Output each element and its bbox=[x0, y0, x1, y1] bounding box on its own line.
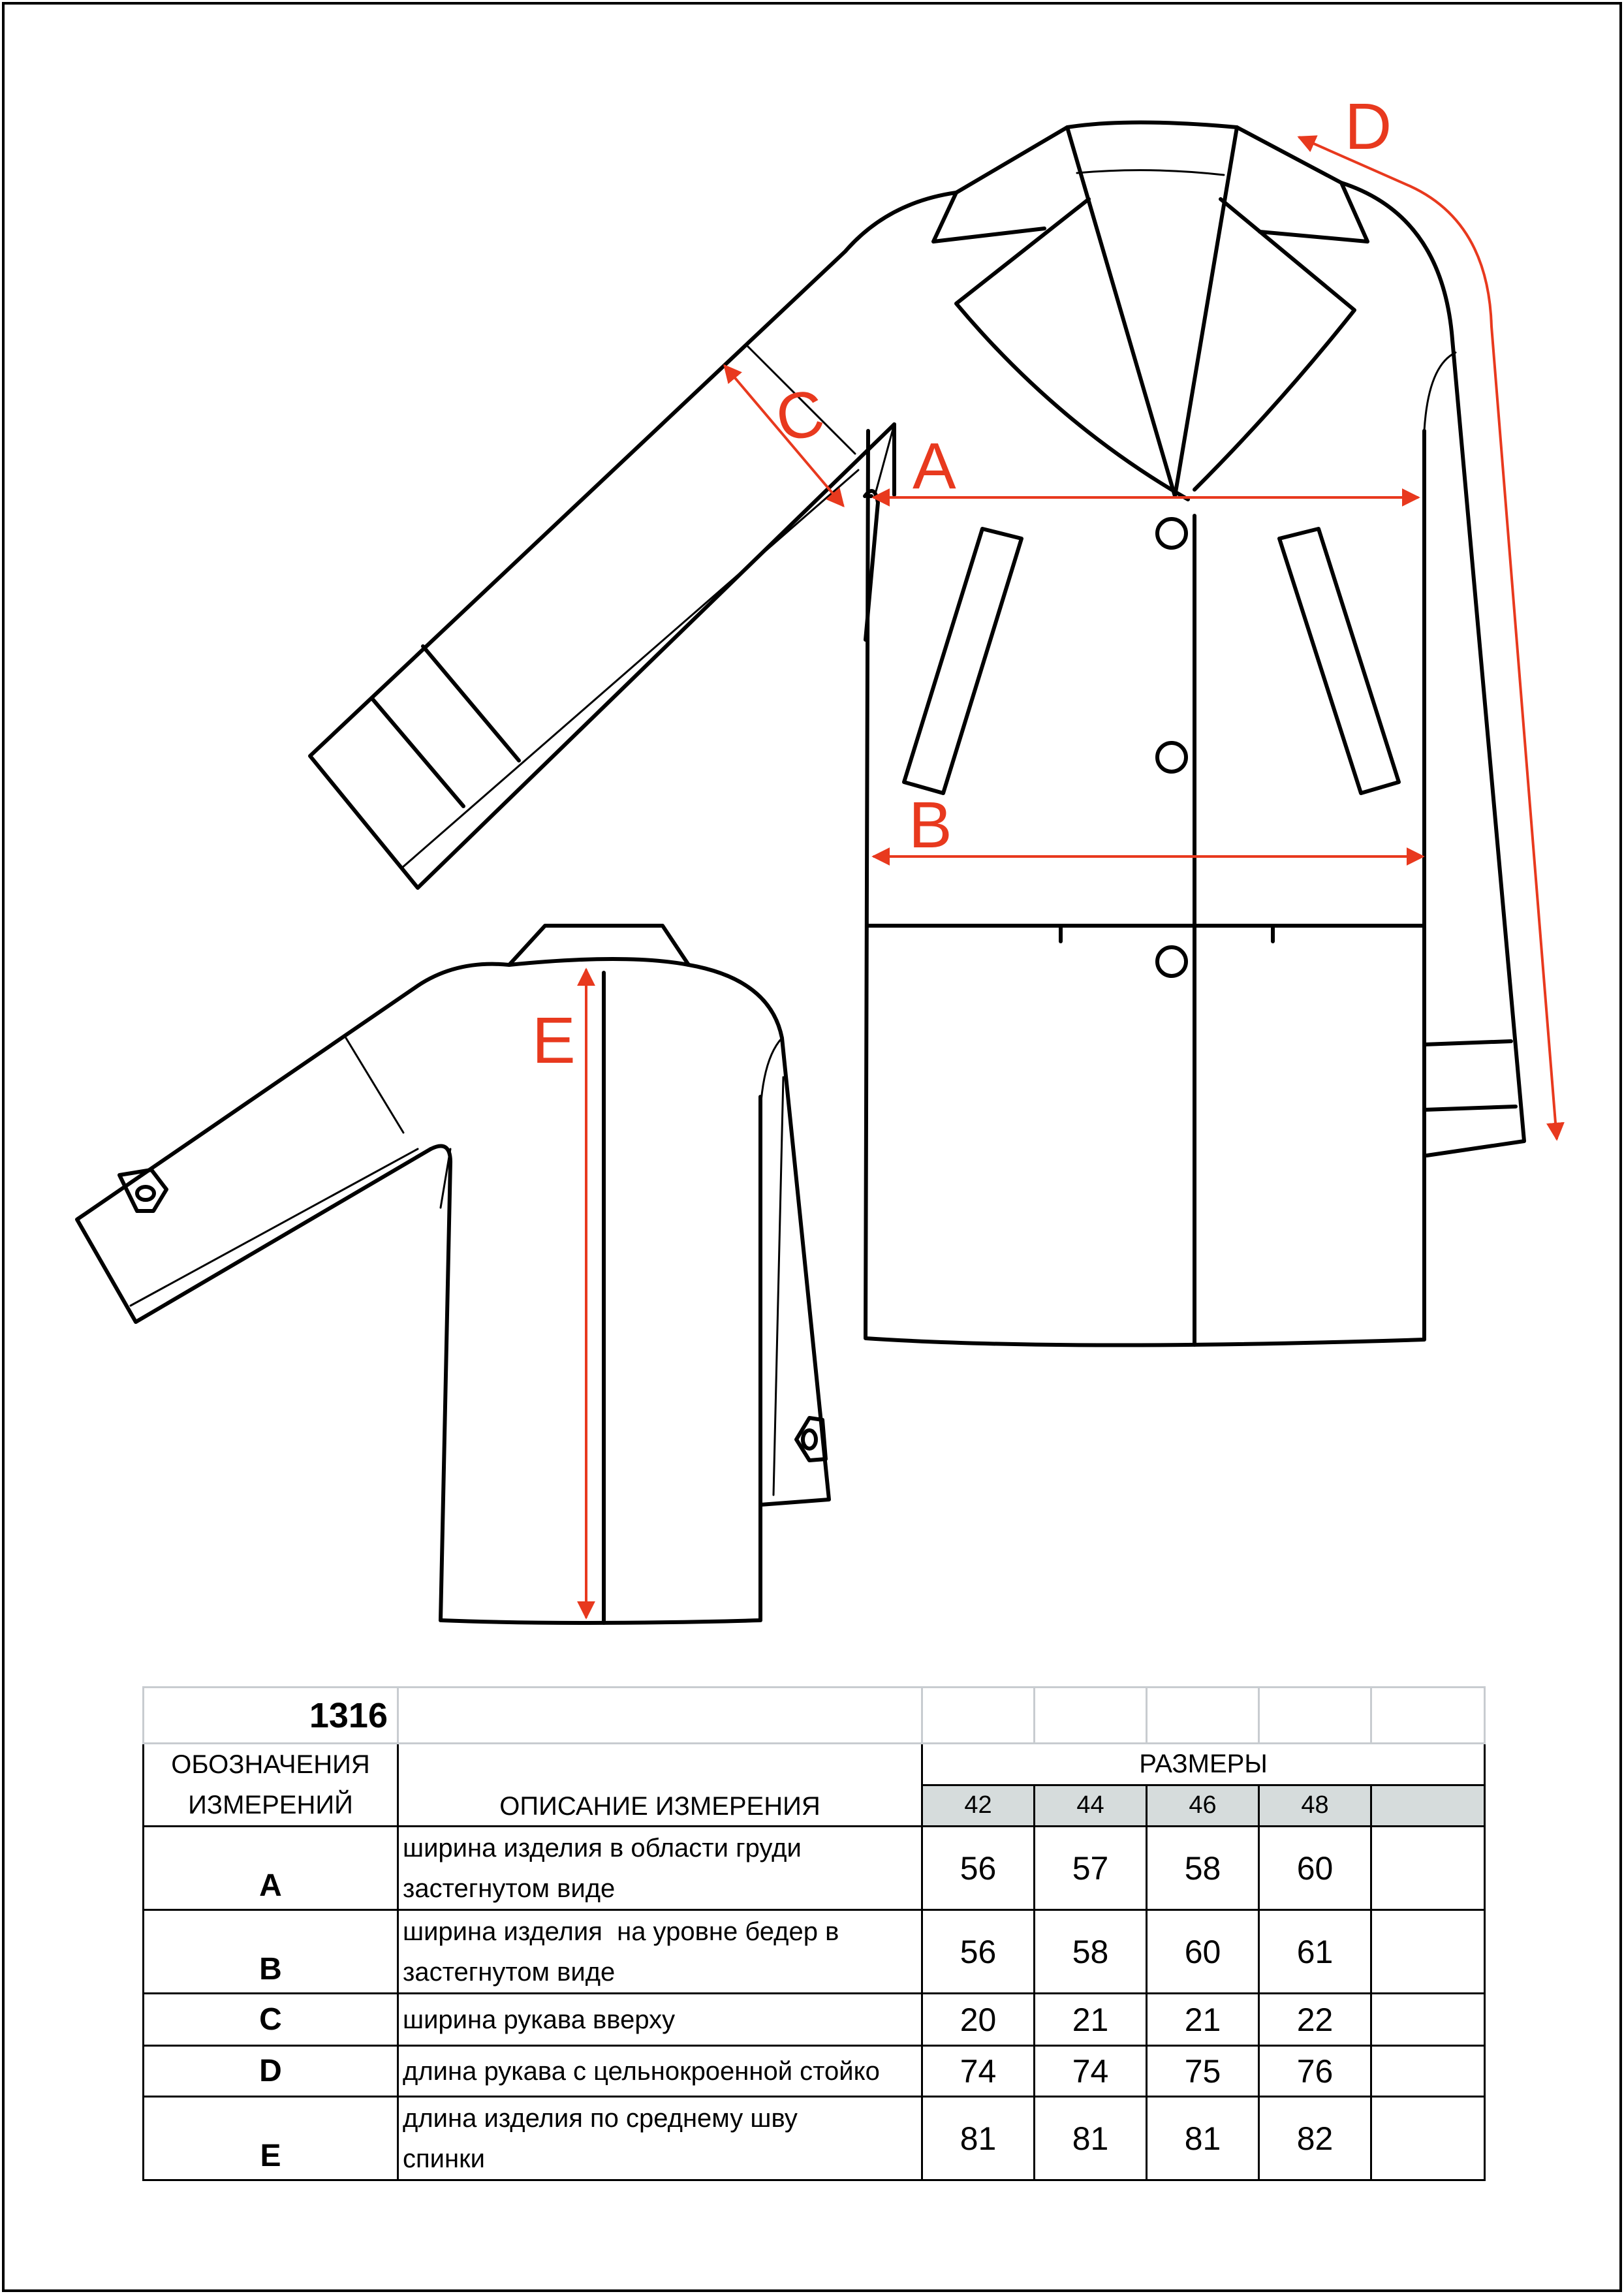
row-value: 21 bbox=[1035, 1994, 1147, 2046]
row-value: 60 bbox=[1147, 1910, 1259, 1994]
row-description-line2: застегнутом виде bbox=[403, 1957, 616, 1987]
row-value: 58 bbox=[1147, 1827, 1259, 1910]
row-code: B bbox=[144, 1910, 398, 1994]
table-row bbox=[144, 2046, 1485, 2097]
row-code: C bbox=[144, 1994, 398, 2046]
size-chart-table bbox=[142, 1686, 1486, 2181]
row-description-line2: спинки bbox=[403, 2144, 485, 2173]
row-blank bbox=[1371, 2046, 1485, 2097]
model-number: 1316 bbox=[144, 1688, 398, 1744]
row-description-line1: ширина изделия в области груди bbox=[403, 1833, 802, 1862]
size-46: 46 bbox=[1147, 1785, 1259, 1827]
row-value: 60 bbox=[1259, 1827, 1371, 1910]
row-description bbox=[398, 1910, 922, 1994]
row-value: 81 bbox=[922, 2097, 1035, 2180]
row-value: 56 bbox=[922, 1910, 1035, 1994]
row-description-line1: ширина изделия на уровне бедер в bbox=[403, 1917, 839, 1946]
sizes-title: РАЗМЕРЫ bbox=[922, 1744, 1485, 1785]
row-value: 21 bbox=[1147, 1994, 1259, 2046]
row-description-line2: застегнутом виде bbox=[403, 1874, 616, 1903]
header-row-1 bbox=[144, 1744, 1485, 1785]
row-blank bbox=[1371, 1910, 1485, 1994]
row-value: 61 bbox=[1259, 1910, 1371, 1994]
model-blank-cell bbox=[398, 1688, 922, 1744]
size-42: 42 bbox=[922, 1785, 1035, 1827]
row-value: 20 bbox=[922, 1994, 1035, 2046]
row-blank bbox=[1371, 1827, 1485, 1910]
measure-d-label: D bbox=[1345, 90, 1392, 163]
designation-header-line2: ИЗМЕРЕНИЙ bbox=[188, 1791, 353, 1819]
description-header: ОПИСАНИЕ ИЗМЕРЕНИЯ bbox=[398, 1744, 922, 1827]
table-row bbox=[144, 2097, 1485, 2180]
row-value: 58 bbox=[1035, 1910, 1147, 1994]
measure-a-label: A bbox=[913, 430, 956, 503]
row-value: 81 bbox=[1147, 2097, 1259, 2180]
row-description: длина рукава с цельнокроенной стойко bbox=[398, 2046, 922, 2097]
table-row bbox=[144, 1827, 1485, 1910]
row-value: 22 bbox=[1259, 1994, 1371, 2046]
jacket-front-view bbox=[310, 123, 1524, 1345]
size-blank bbox=[1371, 1785, 1485, 1827]
measure-d-arrow bbox=[1299, 137, 1557, 1139]
row-value: 82 bbox=[1259, 2097, 1371, 2180]
row-description-line1: длина изделия по среднему шву bbox=[403, 2103, 798, 2133]
row-blank bbox=[1371, 1994, 1485, 2046]
row-code: A bbox=[144, 1827, 398, 1910]
row-value: 57 bbox=[1035, 1827, 1147, 1910]
row-value: 81 bbox=[1035, 2097, 1147, 2180]
size-48: 48 bbox=[1259, 1785, 1371, 1827]
model-row bbox=[144, 1688, 1485, 1744]
row-blank bbox=[1371, 2097, 1485, 2180]
measure-e-label: E bbox=[532, 1004, 576, 1077]
designation-header bbox=[144, 1744, 398, 1827]
size-44: 44 bbox=[1035, 1785, 1147, 1827]
table-row bbox=[144, 1994, 1485, 2046]
row-value: 56 bbox=[922, 1827, 1035, 1910]
row-code: E bbox=[144, 2097, 398, 2180]
measure-b-label: B bbox=[909, 789, 952, 862]
row-value: 74 bbox=[1035, 2046, 1147, 2097]
row-code: D bbox=[144, 2046, 398, 2097]
row-description bbox=[398, 2097, 922, 2180]
table-row bbox=[144, 1910, 1485, 1994]
row-description bbox=[398, 1827, 922, 1910]
row-value: 75 bbox=[1147, 2046, 1259, 2097]
designation-header-line1: ОБОЗНАЧЕНИЯ bbox=[171, 1750, 370, 1779]
row-value: 76 bbox=[1259, 2046, 1371, 2097]
row-description: ширина рукава вверху bbox=[398, 1994, 922, 2046]
jacket-back-view bbox=[77, 926, 829, 1623]
measure-c-label: C bbox=[770, 375, 830, 456]
row-value: 74 bbox=[922, 2046, 1035, 2097]
